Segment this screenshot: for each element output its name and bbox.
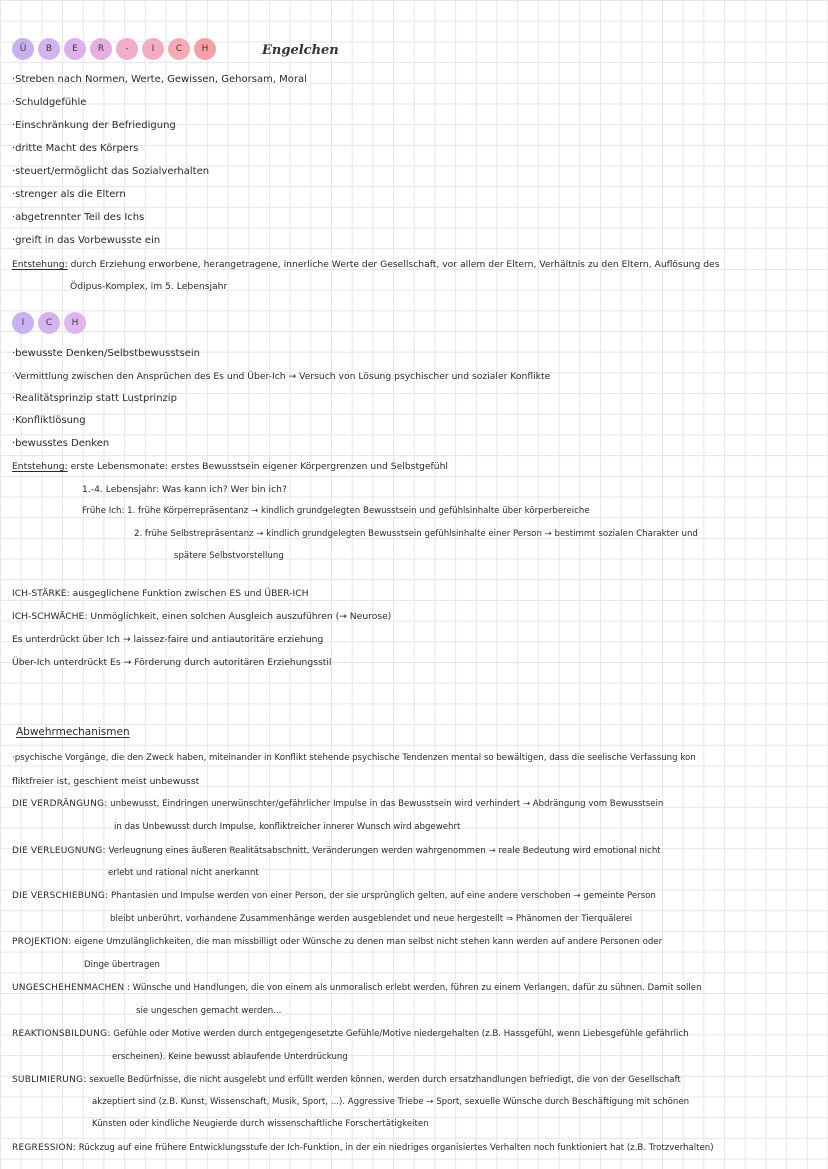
ich-lebensjahr: 1.-4. Lebensjahr: Was kann ich? Wer bin ich? (82, 484, 287, 495)
abwehr-item (12, 936, 662, 949)
abwehr-text: Verleugnung eines äußeren Realitätsabschnitt, Veränderungen werden wahrgenommen → reale Bedeutung wird emotional nicht (105, 846, 661, 856)
ich-line: ·bewusste Denken/Selbstbewusstsein (12, 348, 200, 359)
abwehr-term: DIE VERSCHIEBUNG: (12, 891, 109, 901)
abwehr-item-cont: in das Unbewusst durch Impulse, konfliktreicher innerer Wunsch wird abgewehrt (114, 822, 461, 832)
abwehr-text: sexuelle Bedürfnisse, die nicht ausgelebt und erfüllt werden können, werden durch ersatzhandlungen befriedigt, die von der Gesellschaft (86, 1075, 681, 1085)
abwehr-term: DIE VERLEUGNUNG: (12, 846, 106, 856)
heading-letter-circle: H (64, 312, 86, 334)
ueberich-line: ·steuert/ermöglicht das Sozialverhalten (12, 166, 210, 177)
abwehr-item-cont: akzeptiert sind (z.B. Kunst, Wissenschaft, Musik, Sport, ...). Aggressive Triebe → Sport, sexuelle Wünsche durch Beschäftigung mit schönen (92, 1097, 690, 1107)
ich-entstehung (12, 460, 448, 473)
entstehung-text: erste Lebensmonate: erstes Bewusstsein eigener Körpergrenzen und Selbstgefühl (67, 461, 448, 472)
abwehr-item (12, 798, 663, 811)
abwehr-item-cont: bleibt unberührt, vorhandene Zusammenhänge werden ausgeblendet und neue hergestellt ⇒ Phänomen der Tierquälerei (110, 914, 633, 924)
ich-note: ICH-STÄRKE: ausgeglichene Funktion zwischen ES und ÜBER-ICH (12, 588, 309, 599)
abwehr-intro-cont: fliktfreier ist, geschient meist unbewusst (12, 776, 200, 787)
heading-letter-circle: - (116, 38, 138, 60)
entstehung-text: durch Erziehung erworbene, herangetragene, innerliche Werte der Gesellschaft, vor allem der Eltern, Verhältnis zu den Eltern, Auflösung des (67, 259, 720, 270)
ueberich-title: Engelchen (262, 43, 339, 58)
abwehr-text: Phantasien und Impulse werden von einer Person, der sie ursprünglich gelten, auf eine andere verschoben → gemeinte Person (108, 891, 656, 901)
ueberich-line: ·abgetrennter Teil des Ichs (12, 212, 145, 223)
abwehr-item (12, 1028, 689, 1041)
heading-letter-circle: I (142, 38, 164, 60)
abwehr-item (12, 1074, 681, 1087)
ich-note: Über-Ich unterdrückt Es → Förderung durch autoritären Erziehungsstil (12, 657, 332, 668)
abwehr-item-cont: erlebt und rational nicht anerkannt (108, 868, 259, 878)
abwehr-item (12, 1142, 714, 1155)
ich-fruehe: Frühe Ich: 1. frühe Körperrepräsentanz → kindlich grundgelegten Bewusstsein und gefühlsinhalte über körperbereiche (82, 506, 590, 516)
ich-note: Es unterdrückt über Ich → laissez-faire und antiautoritäre erziehung (12, 634, 324, 645)
entstehung-label: Entstehung: (12, 461, 68, 472)
ich-line: ·bewusstes Denken (12, 438, 110, 449)
ich-fruehe2: 2. frühe Selbstrepräsentanz → kindlich grundgelegten Bewusstsein gefühlsinhalte einer Person → bestimmt sozialen Charakter und (134, 529, 698, 539)
heading-letter-circle: B (38, 38, 60, 60)
abwehr-term: REAKTIONSBILDUNG: (12, 1029, 111, 1039)
heading-letter-circle: C (38, 312, 60, 334)
abwehr-heading: Abwehrmechanismen (16, 726, 130, 738)
abwehr-item-cont: Künsten oder kindliche Neugierde durch wissenschaftliche Forschertätigkeiten (92, 1119, 429, 1129)
abwehr-text: : Wünsche und Handlungen, die von einem als unmoralisch erlebt werden, führen zu einem Verlangen, dafür zu sühnen. Damit sollen (124, 983, 702, 993)
entstehung-label: Entstehung: (12, 259, 68, 270)
abwehr-item (12, 982, 702, 995)
abwehr-term: UNGESCHEHENMACHEN (12, 983, 125, 993)
abwehr-item (12, 890, 656, 903)
ueberich-line: ·Schuldgefühle (12, 97, 87, 108)
heading-letter-circle: E (64, 38, 86, 60)
abwehr-item-cont: erscheinen). Keine bewusst ablaufende Unterdrückung (112, 1052, 348, 1062)
ueberich-entstehung (12, 258, 720, 271)
abwehr-term: PROJEKTION: (12, 937, 72, 947)
abwehr-term: REGRESSION: (12, 1143, 76, 1153)
heading-letter-circle: H (194, 38, 216, 60)
abwehr-text: unbewusst, Eindringen unerwünschter/gefährlicher Impulse in das Bewusstsein wird verhindert → Abdrängung vom Bewusstsein (107, 799, 664, 809)
heading-letter-circle: C (168, 38, 190, 60)
ich-heading (12, 312, 90, 334)
abwehr-term: SUBLIMIERUNG: (12, 1075, 87, 1085)
abwehr-item (12, 845, 661, 858)
ich-fruehe2-cont: spätere Selbstvorstellung (174, 551, 284, 561)
abwehr-text: Gefühle oder Motive werden durch entgegengesetzte Gefühle/Motive niedergehalten (z.B. Hassgefühl, wenn Liebesgefühle gefährlich (110, 1029, 689, 1039)
heading-letter-circle: R (90, 38, 112, 60)
ueberich-line: ·dritte Macht des Körpers (12, 143, 139, 154)
abwehr-item-cont: sie ungeschen gemacht werden... (136, 1006, 282, 1016)
ich-note: ICH-SCHWÄCHE: Unmöglichkeit, einen solchen Ausgleich auszuführen (→ Neurose) (12, 611, 392, 622)
abwehr-item-cont: Dinge übertragen (84, 960, 161, 970)
heading-letter-circle: I (12, 312, 34, 334)
ich-line: ·Konfliktlösung (12, 415, 86, 426)
ich-line: ·Vermittlung zwischen den Ansprüchen des Es und Über-Ich → Versuch von Lösung psychischer und sozialer Konflikte (12, 371, 551, 382)
ueberich-entstehung-cont: Ödipus-Komplex, im 5. Lebensjahr (70, 281, 228, 292)
ueberich-line: ·Einschränkung der Befriedigung (12, 120, 176, 131)
abwehr-intro: ·psychische Vorgänge, die den Zweck haben, miteinander in Konflikt stehende psychische Tendenzen mental so bewältigen, dass die seelische Verfassung kon (12, 753, 696, 763)
ueberich-line: ·strenger als die Eltern (12, 189, 126, 200)
abwehr-text: Rückzug auf eine frühere Entwicklungsstufe der Ich-Funktion, in der ein niedriges organisiertes Verhalten noch funktioniert hat (z.B. Trotzverhalten) (75, 1143, 714, 1153)
heading-letter-circle: Ü (12, 38, 34, 60)
ueberich-heading (12, 38, 220, 60)
abwehr-term: DIE VERDRÄNGUNG: (12, 799, 108, 809)
ueberich-line: ·Streben nach Normen, Werte, Gewissen, Gehorsam, Moral (12, 74, 307, 85)
ich-line: ·Realitätsprinzip statt Lustprinzip (12, 393, 177, 404)
abwehr-text: eigene Umzulänglichkeiten, die man missbilligt oder Wünsche zu denen man selbst nicht stehen kann werden auf andere Personen oder (71, 937, 663, 947)
ueberich-line: ·greift in das Vorbewusste ein (12, 235, 161, 246)
